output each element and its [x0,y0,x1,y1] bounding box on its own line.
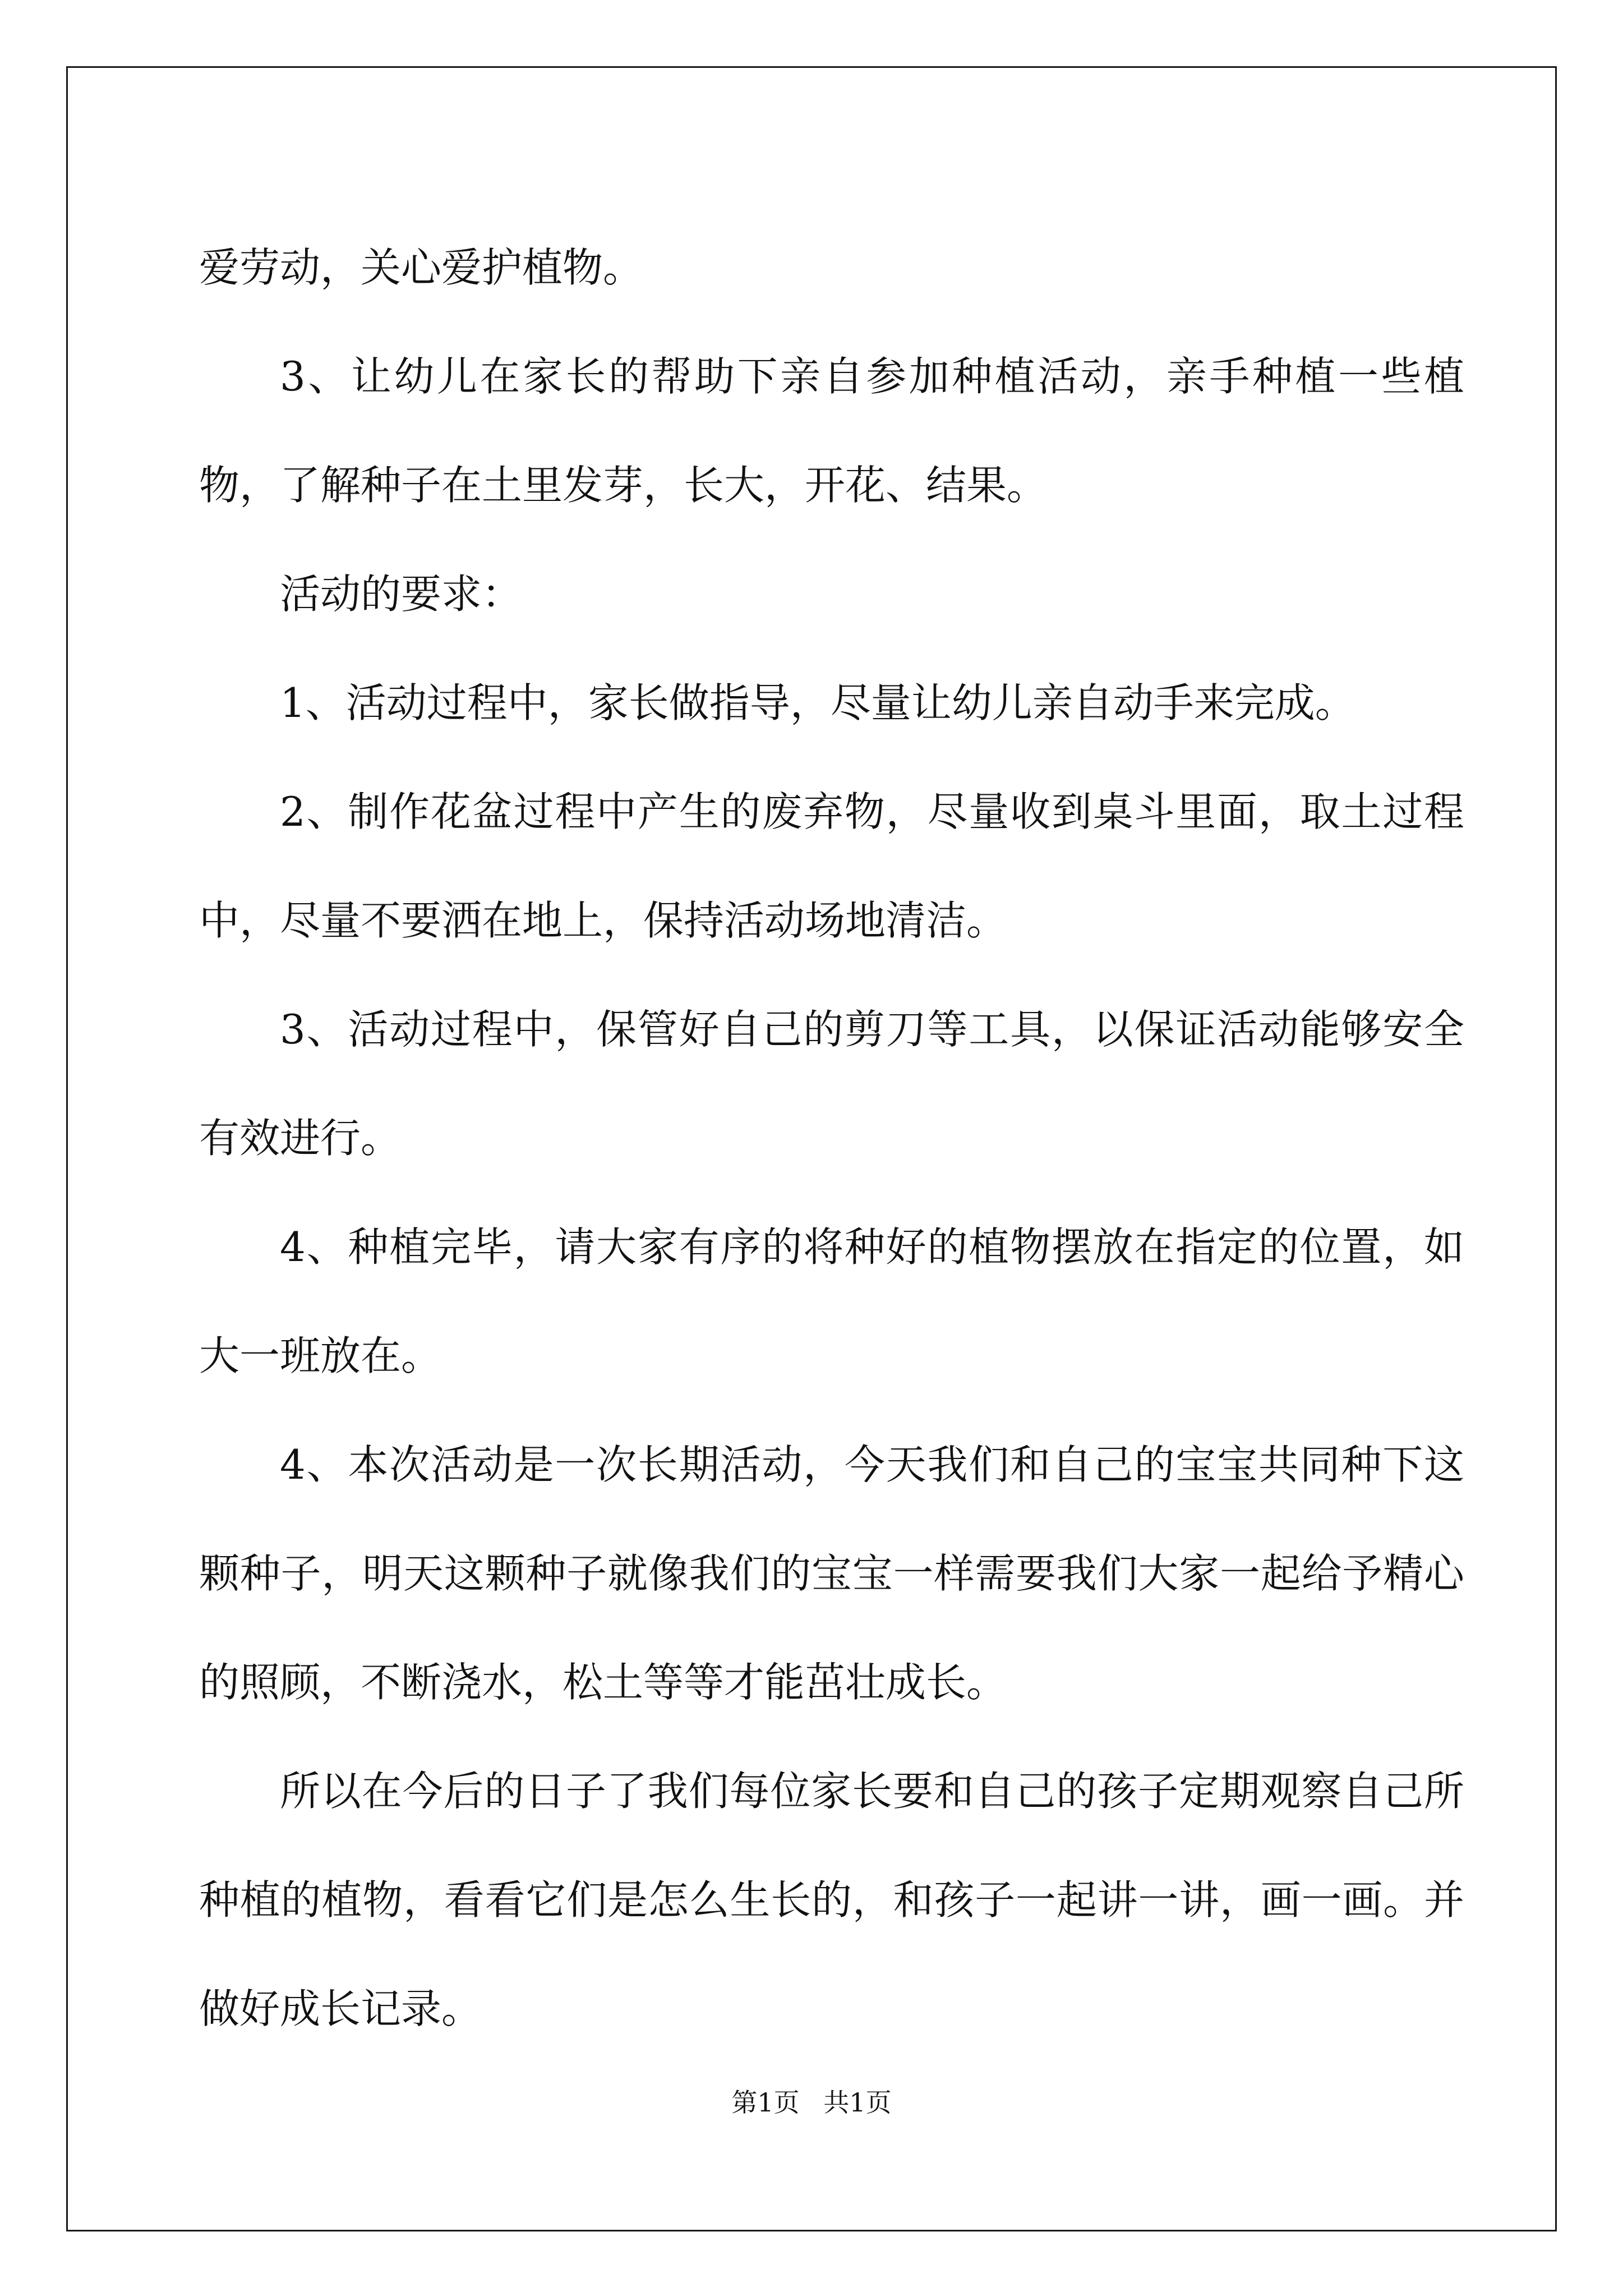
paragraph: 爱劳动，关心爱护植物。 [199,244,644,291]
paragraph: 4、种植完毕，请大家有序的将种好的植物摆放在指定的位置，如大一班放在。 [199,1223,1464,1379]
paragraph: 3、让幼儿在家长的帮助下亲自参加种植活动，亲手种植一些植物，了解种子在土里发芽，长大，开花、结果。 [199,353,1464,509]
page-total: 共1页 [823,2087,892,2118]
paragraph: 3、活动过程中，保管好自己的剪刀等工具，以保证活动能够安全有效进行。 [199,1006,1464,1162]
paragraph: 所以在今后的日子了我们每位家长要和自己的孩子定期观察自己所种植的植物，看看它们是怎么生长的，和孩子一起讲一讲，画一画。并做好成长记录。 [199,1768,1464,2032]
paragraph: 1、活动过程中，家长做指导，尽量让幼儿亲自动手来完成。 [280,679,1355,726]
document-body [199,213,1464,2063]
paragraph: 4、本次活动是一次长期活动，今天我们和自己的宝宝共同种下这颗种子，明天这颗种子就像我们的宝宝一样需要我们大家一起给予精心的照顾，不断浇水，松土等等才能茁壮成长。 [199,1441,1464,1706]
paragraph: 2、制作花盆过程中产生的废弃物，尽量收到桌斗里面，取土过程中，尽量不要洒在地上，保持活动场地清洁。 [199,788,1464,944]
page-footer [0,2082,1623,2119]
page-number: 第1页 [731,2087,800,2118]
paragraph-heading: 活动的要求： [280,570,523,618]
